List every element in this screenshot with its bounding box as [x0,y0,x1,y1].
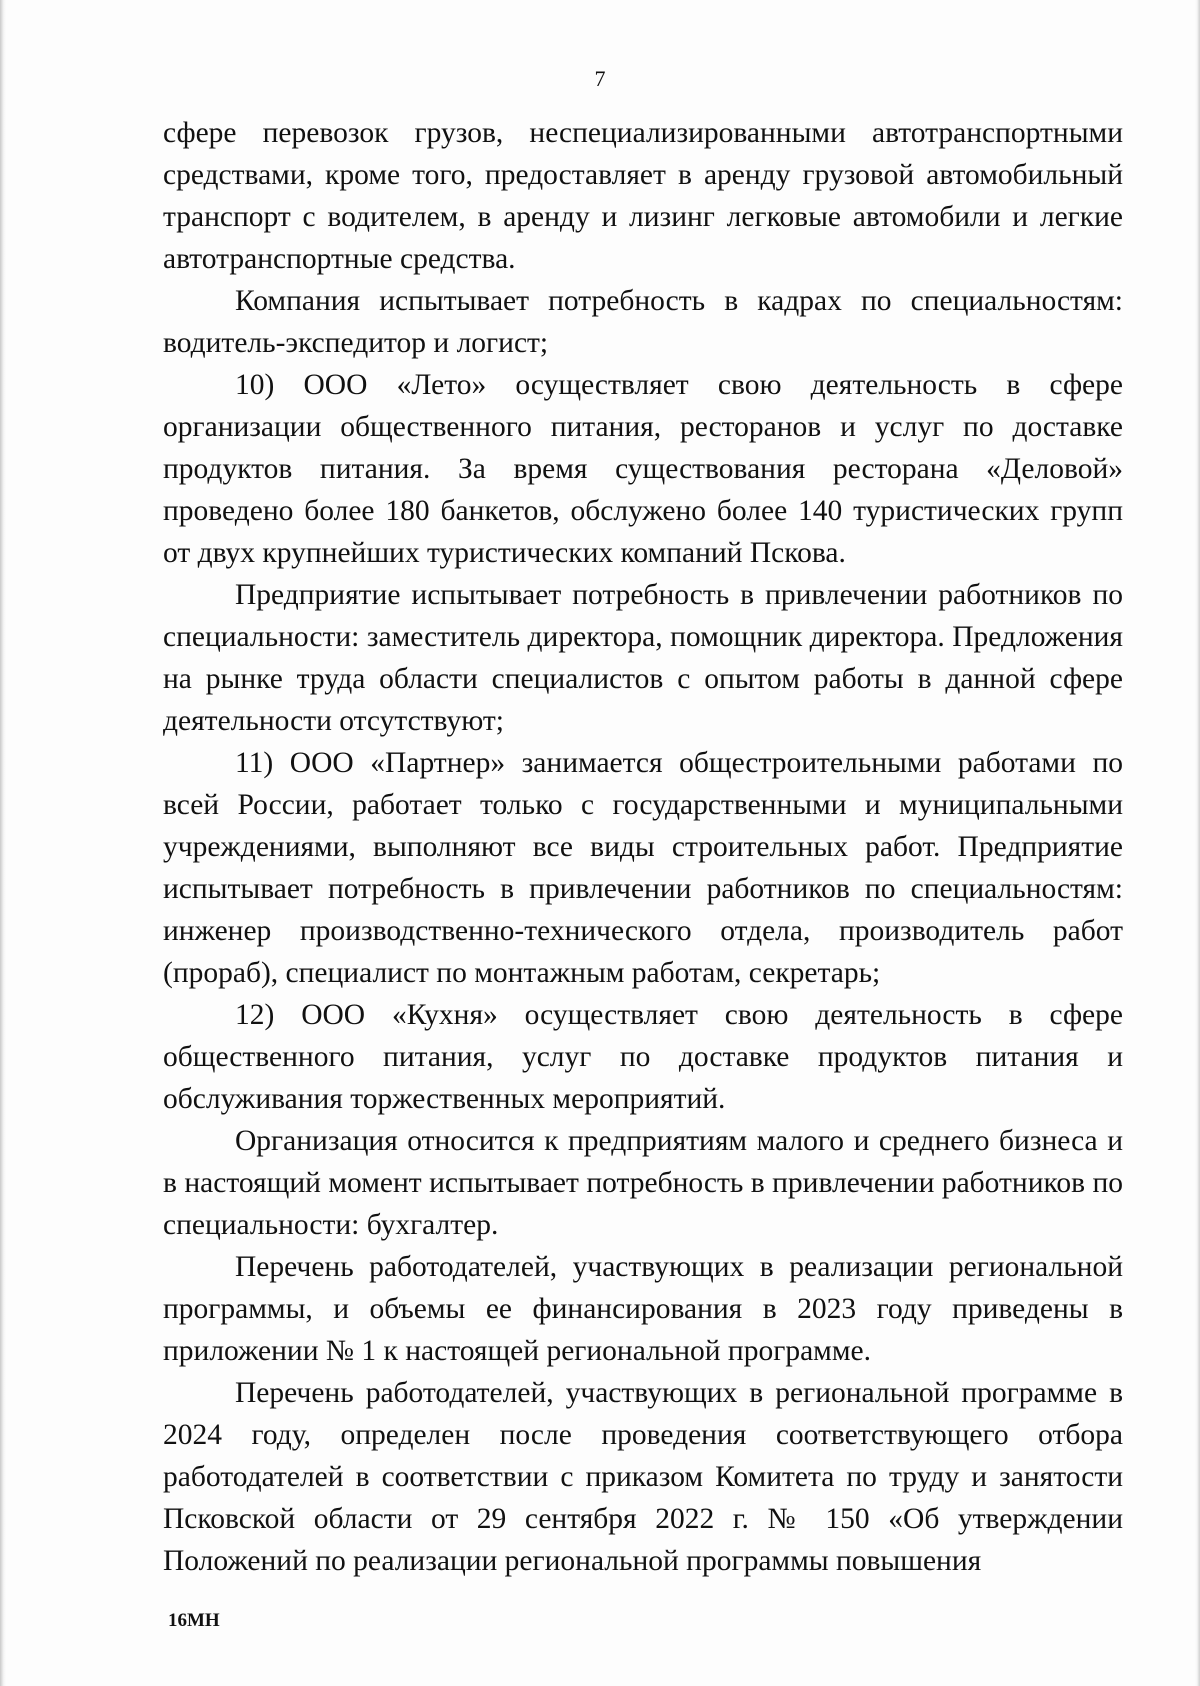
paragraph: Перечень работодателей, участвующих в региональной программе в 2024 году, определен после проведения соответствующего отбора работодателей в соответствии с приказом Комитета по труду и занятости Псковской области от 29 сентября 2022 г. № 150 «Об утверждении Положений по реализации региональной программы повышения [163,1377,1123,1577]
paragraph: 11) ООО «Партнер» занимается общестроительными работами по всей России, работает только с государственными и муниципальными учреждениями, выполняют все виды строительных работ. Предприятие испытывает потребность в привлечении работников по специальностям: инженер производственно-технического отдела, производитель работ (прораб), специалист по монтажным работам, секретарь; [163,747,1123,989]
scan-edge-left [0,0,6,1686]
paragraph: Компания испытывает потребность в кадрах по специальностям: водитель-экспедитор и логист; [163,285,1123,359]
paragraph: 12) ООО «Кухня» осуществляет свою деятельность в сфере общественного питания, услуг по доставке продуктов питания и обслуживания торжественных мероприятий. [163,999,1123,1115]
page-number: 7 [594,66,606,91]
scan-edge-right [1195,0,1200,1686]
paragraph: Предприятие испытывает потребность в привлечении работников по специальности: заместитель директора, помощник директора. Предложения на рынке труда области специалистов с опытом работы в данной сфере деятельности отсутствуют; [163,579,1123,737]
paragraph: сфере перевозок грузов, неспециализированными автотранспортными средствами, кроме того, предоставляет в аренду грузовой автомобильный транспорт с водителем, в аренду и лизинг легковые автомобили и легкие автотранспортные средства. [163,117,1123,275]
document-body [163,112,1123,1582]
paragraph: 10) ООО «Лето» осуществляет свою деятельность в сфере организации общественного питания, ресторанов и услуг по доставке продуктов питания. За время существования ресторана «Деловой» проведено более 180 банкетов, обслужено более 140 туристических групп от двух крупнейших туристических компаний Пскова. [163,369,1123,569]
paragraph: Организация относится к предприятиям малого и среднего бизнеса и в настоящий момент испытывает потребность в привлечении работников по специальности: бухгалтер. [163,1125,1123,1241]
footer-document-code: 16МН [168,1610,220,1631]
paragraph: Перечень работодателей, участвующих в реализации региональной программы, и объемы ее финансирования в 2023 году приведены в приложении № 1 к настоящей региональной программе. [163,1251,1123,1367]
